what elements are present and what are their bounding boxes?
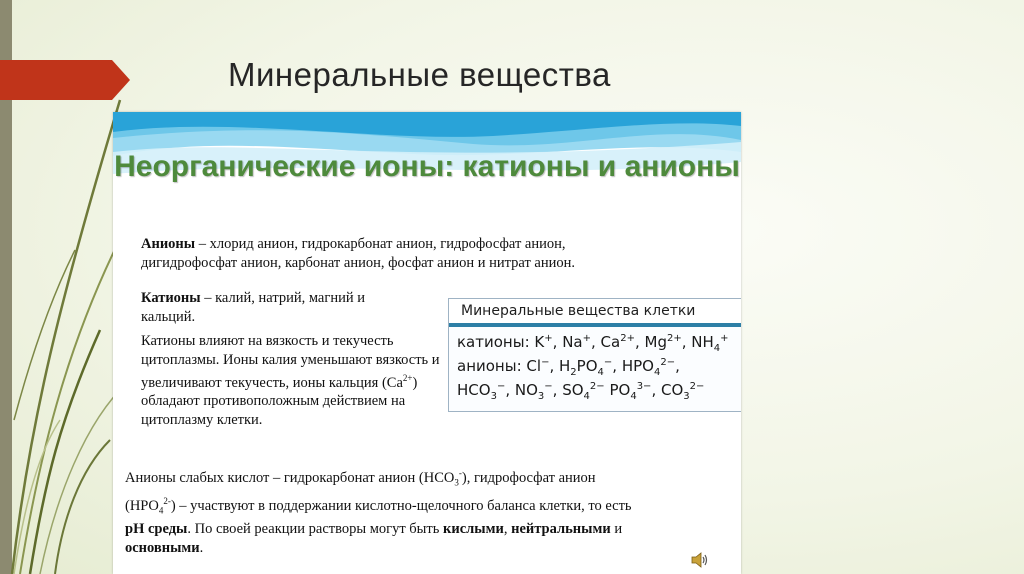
content-panel bbox=[113, 112, 741, 574]
anions-row-1: анионы: Cl−, $H_2PO_4^-$, $HPO_4^{2-}$, bbox=[457, 357, 680, 378]
ion-mg: $Mg^{2+}$ bbox=[644, 333, 682, 351]
weak-end: . bbox=[199, 539, 204, 556]
ion-hco3: $HCO_3^-$ bbox=[457, 381, 506, 402]
anions-row-2: $HCO_3^-$, $NO_3^-$, $SO_4^{2-}$ $PO_4^{3-}$, $CO_3^{2-}$ bbox=[457, 381, 705, 402]
calcium-charge: 2+ bbox=[402, 373, 413, 383]
weak-acid-anions-paragraph bbox=[125, 464, 645, 557]
hpo4-sup: 2- bbox=[163, 496, 171, 507]
basic-term: основными bbox=[125, 539, 200, 556]
ion-cl: Cl− bbox=[526, 357, 550, 375]
acidic-term: кислыми bbox=[443, 521, 504, 538]
ion-na: Na+ bbox=[562, 333, 591, 351]
speaker-icon[interactable] bbox=[690, 550, 710, 570]
minerals-table-header: Минеральные вещества клетки bbox=[449, 299, 741, 327]
anions-term: Анионы bbox=[141, 236, 196, 252]
cation-effect-paragraph bbox=[141, 332, 441, 429]
hco3-sup: - bbox=[458, 468, 462, 478]
ph-term: pH среды bbox=[125, 521, 188, 538]
ion-hpo4: $HPO_4^{2-}$ bbox=[621, 357, 676, 378]
ion-ca: $Ca^{2+}$ bbox=[600, 333, 635, 351]
effect-text-1: Катионы влияют на вязкость и текучесть цитоплазмы. Ионы калия уменьшают вязкость и увеличивают текучесть, ионы кальция (Ca bbox=[141, 333, 440, 391]
cations-paragraph bbox=[141, 289, 421, 326]
ion-po4: $PO_4^{3-}$ bbox=[609, 381, 652, 402]
ion-k: K+ bbox=[534, 333, 553, 351]
ion-h2po4: $H_2PO_4^-$ bbox=[559, 357, 613, 378]
anions-text: – хлорид анион, гидрокарбонат анион, гидрофосфат анион, дигидрофосфат анион, карбонат анион, фосфат анион и нитрат анион. bbox=[141, 236, 576, 271]
weak-text-4: . По своей реакции растворы могут быть bbox=[187, 521, 444, 538]
ion-co3: $CO_3^{2-}$ bbox=[660, 381, 705, 402]
cations-row-label: катионы: bbox=[457, 333, 530, 351]
slide-title: Минеральные вещества bbox=[228, 56, 611, 93]
anions-row-label: анионы: bbox=[457, 357, 522, 375]
ion-nh4: $NH_4^+$ bbox=[691, 333, 729, 354]
cations-row: катионы: K+, Na+, $Ca^{2+}$, $Mg^{2+}$, $NH_4^+$ bbox=[457, 333, 729, 354]
weak-and: и bbox=[610, 521, 623, 538]
weak-comma: , bbox=[503, 521, 512, 538]
minerals-table bbox=[448, 298, 741, 412]
title-arrow-tab bbox=[0, 60, 130, 100]
weak-text-3: ) – участвуют в поддержании кислотно-щелочного баланса клетки, то есть bbox=[170, 498, 632, 515]
neutral-term: нейтральными bbox=[511, 521, 611, 538]
anions-paragraph bbox=[141, 235, 601, 272]
cations-text: – калий, натрий, магний и кальций. bbox=[141, 290, 365, 325]
ion-so4: $SO_4^{2-}$ bbox=[562, 381, 605, 402]
ion-no3: $NO_3^-$ bbox=[514, 381, 553, 402]
weak-text-2: ), гидрофосфат анион (HPO bbox=[125, 469, 596, 515]
weak-text-1: Анионы слабых кислот – гидрокарбонат анион (HCO bbox=[125, 469, 455, 486]
cations-term: Катионы bbox=[141, 290, 201, 306]
panel-heading: Неорганические ионы: катионы и анионы bbox=[114, 150, 740, 183]
effect-text-2: ) обладают противоположным действием на цитоплазму клетки. bbox=[141, 374, 418, 428]
hpo4-sub: 4 bbox=[158, 505, 164, 516]
hco3-sub: 3 bbox=[454, 477, 459, 488]
